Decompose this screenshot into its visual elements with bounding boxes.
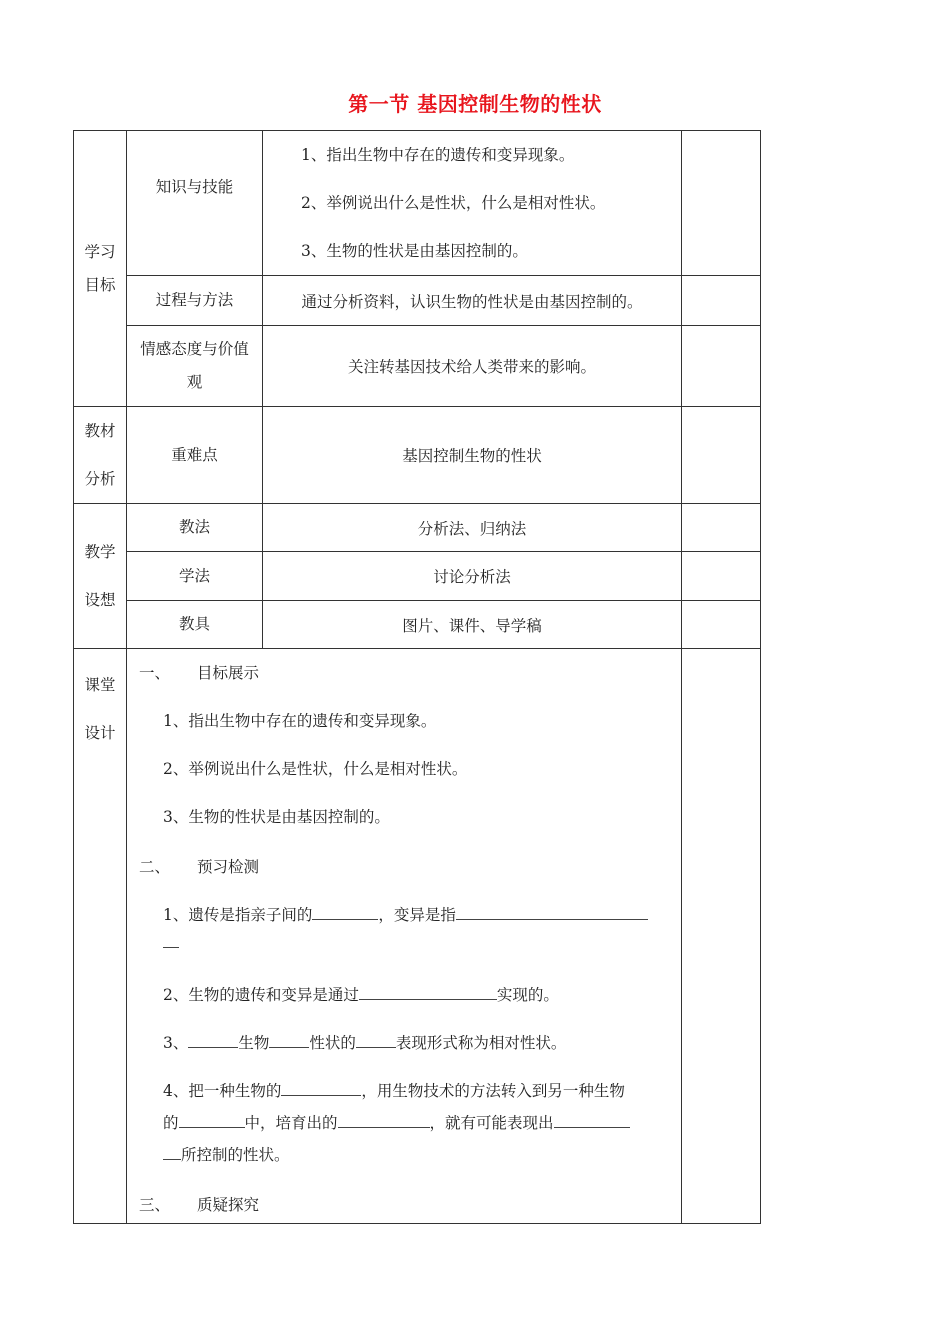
process-label: 过程与方法 xyxy=(127,276,263,326)
notes-cell xyxy=(682,326,761,407)
material-row xyxy=(74,407,761,504)
part-number: 三、 xyxy=(139,1196,171,1214)
objectives-process-row xyxy=(74,276,761,326)
design-content xyxy=(127,649,682,1224)
answer-blank xyxy=(163,933,179,948)
section-label-line: 学习 xyxy=(84,242,116,261)
emotion-label-line: 观 xyxy=(186,373,203,391)
question-4-continued xyxy=(139,1145,669,1165)
notes-cell xyxy=(682,276,761,326)
teaching-aids-row xyxy=(74,601,761,649)
question-text: 3、 xyxy=(163,1034,189,1052)
knowledge-label: 知识与技能 xyxy=(127,131,263,276)
page-title: 第一节 基因控制生物的性状 xyxy=(348,92,602,116)
question-2 xyxy=(139,985,669,1005)
question-text: 1、遗传是指亲子间的 xyxy=(163,906,313,924)
answer-blank xyxy=(312,905,378,920)
process-content: 通过分析资料，认识生物的性状是由基因控制的。 xyxy=(263,276,682,326)
part-heading xyxy=(139,1193,669,1215)
teaching-label: 学法 xyxy=(127,552,263,601)
teaching-content: 图片、课件、导学稿 xyxy=(263,601,682,649)
notes-cell xyxy=(682,649,761,1224)
emotion-label-line: 情感态度与价值 xyxy=(140,340,249,358)
question-text: ，变异是指 xyxy=(378,906,456,924)
answer-blank xyxy=(456,905,648,920)
question-text: ，用生物技术的方法转入到另一种生物 xyxy=(361,1082,625,1100)
part-title: 预习检测 xyxy=(197,858,260,876)
question-text: 的 xyxy=(163,1114,179,1132)
knowledge-item: 2、举例说出什么是性状，什么是相对性状。 xyxy=(301,194,606,212)
answer-blank xyxy=(188,1033,238,1048)
answer-blank xyxy=(554,1113,630,1128)
answer-blank xyxy=(356,1033,396,1048)
part-number: 二、 xyxy=(139,858,171,876)
question-4 xyxy=(139,1081,669,1101)
section-label-line: 教学 xyxy=(84,543,116,561)
material-section-label xyxy=(74,407,127,504)
question-text: 表现形式称为相对性状。 xyxy=(395,1034,567,1052)
goal-item: 2、举例说出什么是性状，什么是相对性状。 xyxy=(163,760,468,778)
question-text: 4、把一种生物的 xyxy=(163,1082,282,1100)
part-heading xyxy=(139,855,669,877)
goal-item: 3、生物的性状是由基因控制的。 xyxy=(163,808,390,826)
section-label-line: 教材 xyxy=(84,422,116,440)
section-label-line: 设想 xyxy=(84,591,116,609)
learning-method-row xyxy=(74,552,761,601)
answer-blank xyxy=(269,1033,309,1048)
objectives-section-label xyxy=(74,131,127,407)
question-4-continued xyxy=(139,1113,669,1133)
question-text: ，就有可能表现出 xyxy=(429,1114,554,1132)
question-1 xyxy=(139,905,669,925)
part-title: 质疑探究 xyxy=(197,1196,260,1214)
objectives-knowledge-row xyxy=(74,131,761,276)
notes-cell xyxy=(682,552,761,601)
notes-cell xyxy=(682,504,761,552)
answer-blank xyxy=(281,1081,361,1096)
lesson-plan-table xyxy=(73,130,761,1224)
question-text: 生物 xyxy=(238,1034,270,1052)
teaching-method-row xyxy=(74,504,761,552)
teaching-content: 分析法、归纳法 xyxy=(263,504,682,552)
emotion-label xyxy=(127,326,263,407)
notes-cell xyxy=(682,407,761,504)
section-label-line: 分析 xyxy=(84,470,116,488)
teaching-label: 教具 xyxy=(127,601,263,649)
notes-cell xyxy=(682,131,761,276)
question-3 xyxy=(139,1033,669,1053)
question-text: 实现的。 xyxy=(496,986,559,1004)
question-text: 性状的 xyxy=(309,1034,356,1052)
goal-item: 1、指出生物中存在的遗传和变异现象。 xyxy=(163,712,437,730)
teaching-label: 教法 xyxy=(127,504,263,552)
key-difficulty-label: 重难点 xyxy=(127,407,263,504)
objectives-emotion-row xyxy=(74,326,761,407)
question-text: 2、生物的遗传和变异是通过 xyxy=(163,986,359,1004)
part-title: 目标展示 xyxy=(197,664,260,682)
section-label-line: 设计 xyxy=(84,724,116,742)
section-label-line: 目标 xyxy=(84,275,116,294)
answer-blank xyxy=(163,1145,181,1160)
part-number: 一、 xyxy=(139,664,171,682)
key-difficulty-content: 基因控制生物的性状 xyxy=(263,407,682,504)
answer-blank xyxy=(359,985,497,1000)
notes-cell xyxy=(682,601,761,649)
question-text: 中，培育出的 xyxy=(244,1114,338,1132)
teaching-section-label xyxy=(74,504,127,649)
part-heading xyxy=(139,661,669,683)
answer-blank xyxy=(338,1113,430,1128)
question-text: 所控制的性状。 xyxy=(181,1146,290,1164)
design-row xyxy=(74,649,761,1224)
design-section-label xyxy=(74,649,127,1224)
teaching-content: 讨论分析法 xyxy=(263,552,682,601)
section-label-line: 课堂 xyxy=(84,676,116,694)
knowledge-item: 3、生物的性状是由基因控制的。 xyxy=(301,242,528,260)
knowledge-item: 1、指出生物中存在的遗传和变异现象。 xyxy=(301,146,575,164)
question-1-continued xyxy=(139,933,669,953)
answer-blank xyxy=(179,1113,245,1128)
emotion-content: 关注转基因技术给人类带来的影响。 xyxy=(263,326,682,407)
knowledge-content xyxy=(263,131,682,276)
